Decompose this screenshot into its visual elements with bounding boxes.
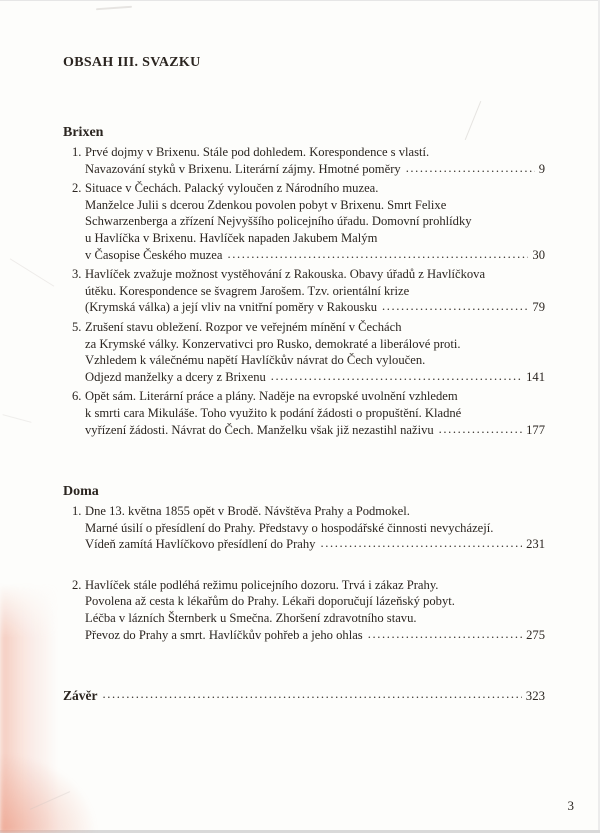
entry-line: v Časopise Českého muzea bbox=[85, 247, 223, 262]
toc-entry bbox=[63, 388, 545, 438]
entry-page-number: 231 bbox=[526, 537, 545, 552]
toc-entry bbox=[63, 266, 545, 316]
entry-line: Vídeň zamítá Havlíčkovo přesídlení do Prahy bbox=[85, 537, 316, 552]
entry-line: Povolena až cesta k lékařům do Prahy. Lékaři doporučují lázeňský pobyt. bbox=[85, 594, 455, 609]
entry-line: Schwarzenberga a zřízení Nejvyššího policejního úřadu. Domovní prohlídky bbox=[85, 214, 472, 229]
entry-line: Léčba v lázních Šternberk u Smečna. Zhoršení zdravotního stavu. bbox=[85, 611, 417, 626]
scan-scratch bbox=[2, 414, 31, 423]
entry-line: vyřízení žádosti. Návrat do Čech. Manželku však již nezastihl naživu bbox=[85, 422, 434, 437]
toc-entry bbox=[63, 503, 545, 553]
entry-last-line bbox=[85, 247, 545, 264]
entry-page-number: 323 bbox=[525, 689, 545, 704]
toc-entry bbox=[63, 577, 545, 643]
scan-edge-top bbox=[0, 0, 600, 1]
entry-number: 1. bbox=[72, 504, 82, 519]
entry-line: Vzhledem k válečnému napětí Havlíčkův návrat do Čech vyloučen. bbox=[85, 353, 426, 368]
entry-line: Havlíček stále podléhá režimu policejního dozoru. Trvá i zákaz Prahy. bbox=[85, 577, 439, 592]
toc-entry bbox=[63, 319, 545, 385]
entry-line: za Krymské války. Konzervativci pro Rusko, demokraté a liberálové proti. bbox=[85, 336, 461, 351]
entry-line: k smrti cara Mikuláše. Toho využito k podání žádosti o propuštění. Kladné bbox=[85, 405, 462, 420]
entry-line: Situace v Čechách. Palacký vyloučen z Národního muzea. bbox=[85, 181, 379, 196]
section-heading-doma: Doma bbox=[63, 484, 99, 500]
entry-page-number: 177 bbox=[526, 422, 545, 437]
entry-line: Navazování styků v Brixenu. Literární zájmy. Hmotné poměry bbox=[85, 161, 401, 176]
closing-label: Závěr bbox=[63, 688, 98, 704]
toc-entry bbox=[63, 144, 545, 177]
entry-number: 6. bbox=[72, 389, 82, 404]
toc-entry-zaver bbox=[63, 687, 545, 705]
entry-last-line bbox=[85, 627, 545, 644]
scan-scratch bbox=[10, 258, 55, 286]
entry-number: 2. bbox=[72, 181, 82, 196]
entry-page-number: 79 bbox=[532, 300, 545, 315]
entry-number: 1. bbox=[72, 145, 82, 159]
entry-last-line bbox=[85, 161, 545, 178]
entry-line: Marné úsilí o přesídlení do Prahy. Představy o hospodářské činnosti nevycházejí. bbox=[85, 520, 494, 535]
entry-line: Havlíček zvažuje možnost vystěhování z Rakouska. Obavy úřadů z Havlíčkova bbox=[85, 267, 486, 282]
entry-number: 5. bbox=[72, 319, 82, 334]
page-title: OBSAH III. SVAZKU bbox=[63, 55, 201, 70]
entry-page-number: 141 bbox=[526, 369, 545, 384]
dot-leader bbox=[103, 685, 522, 703]
dot-leader bbox=[382, 298, 528, 315]
entry-last-line bbox=[85, 536, 545, 553]
entry-line: Převoz do Prahy a smrt. Havlíčkův pohřeb a jeho ohlas bbox=[85, 627, 363, 642]
dot-leader bbox=[320, 535, 522, 552]
entry-page-number: 9 bbox=[538, 161, 545, 176]
dot-leader bbox=[227, 246, 528, 263]
entry-number: 3. bbox=[72, 267, 82, 282]
dot-leader bbox=[271, 368, 522, 385]
entry-last-line bbox=[85, 369, 545, 386]
dot-leader bbox=[368, 626, 522, 643]
dot-leader bbox=[439, 421, 522, 438]
entry-page-number: 275 bbox=[526, 627, 545, 642]
entry-page-number: 30 bbox=[532, 247, 545, 262]
entry-last-line bbox=[85, 299, 545, 316]
section-heading-brixen: Brixen bbox=[63, 125, 104, 140]
section-doma bbox=[63, 484, 545, 643]
entry-line: u Havlíčka v Brixenu. Havlíček napaden Jakubem Malým bbox=[85, 230, 378, 245]
scan-smudge-corner bbox=[0, 755, 95, 833]
toc-content bbox=[63, 55, 545, 705]
dot-leader bbox=[406, 160, 535, 177]
entry-line: útěku. Korespondence se švagrem Jarošem. Tzv. orientální krize bbox=[85, 283, 410, 298]
entry-number: 2. bbox=[72, 577, 82, 592]
entry-line: Prvé dojmy v Brixenu. Stále pod dohledem. Korespondence s vlastí. bbox=[85, 145, 430, 159]
entry-last-line bbox=[85, 422, 545, 439]
section-brixen bbox=[63, 125, 545, 438]
entry-line: Manželce Julii s dcerou Zdenkou povolen pobyt v Brixenu. Smrt Felixe bbox=[85, 197, 447, 212]
page-folio: 3 bbox=[567, 798, 574, 813]
entry-line: Opět sám. Literární práce a plány. Naděje na evropské uvolnění vzhledem bbox=[85, 389, 458, 404]
scan-scratch bbox=[96, 6, 132, 11]
entry-line: (Krymská válka) a její vliv na vnitřní poměry v Rakousku bbox=[85, 300, 378, 315]
entry-line: Dne 13. května 1855 opět v Brodě. Návštěva Prahy a Podmokel. bbox=[85, 504, 410, 519]
entry-line: Zrušení stavu obležení. Rozpor ve veřejném mínění v Čechách bbox=[85, 319, 402, 334]
entry-line: Odjezd manželky a dcery z Brixenu bbox=[85, 369, 266, 384]
toc-entry bbox=[63, 180, 545, 263]
